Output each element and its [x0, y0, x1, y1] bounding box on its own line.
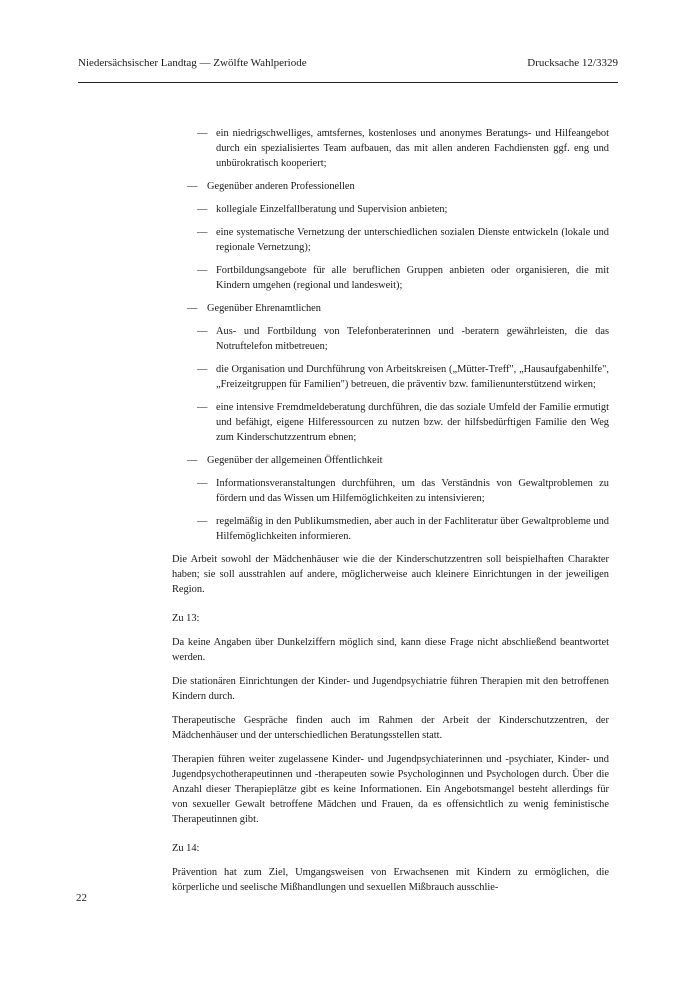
list-item — [172, 202, 609, 217]
header-divider — [78, 82, 618, 83]
section-item — [172, 179, 609, 194]
list-dash: — — [197, 402, 208, 413]
document-number: Drucksache 12/3329 — [527, 57, 618, 69]
list-dash: — — [197, 326, 208, 337]
list-item-text: die Organisation und Durchführung von Arbeitskreisen („Mütter-Treff", „Hausaufgabenhilfe", „Freizeitgruppen für Familien") betreuen, die präventiv bzw. familienunterstützend wirken; — [216, 364, 609, 390]
list-item-text: Gegenüber der allgemeinen Öffentlichkeit — [207, 455, 383, 466]
list-item-text: kollegiale Einzelfallberatung und Supervision anbieten; — [216, 204, 448, 215]
list-item — [172, 400, 609, 445]
paragraph: Therapeutische Gespräche finden auch im Rahmen der Arbeit der Kinderschutzzentren, der Mädchenhäuser und der unterschiedlichen Beratungsstellen statt. — [172, 715, 609, 741]
section-heading: Zu 13: — [172, 613, 200, 624]
list-item — [172, 476, 609, 506]
list-dash: — — [197, 478, 208, 489]
document-body — [172, 126, 609, 904]
section-heading: Zu 14: — [172, 843, 200, 854]
paragraph: Die Arbeit sowohl der Mädchenhäuser wie die der Kinderschutzzentren soll beispielhaften Charakter haben; sie soll ausstrahlen auf andere, möglicherweise auch kleinere Einrichtungen in der jeweiligen Region. — [172, 554, 609, 595]
list-dash: — — [197, 516, 208, 527]
header-title: Niedersächsischer Landtag — Zwölfte Wahlperiode — [78, 57, 307, 69]
section-item — [172, 453, 609, 468]
list-item-text: Aus- und Fortbildung von Telefonberaterinnen und -beratern gewährleisten, die das Notruftelefon mitbetreuen; — [216, 326, 609, 352]
list-dash: — — [187, 181, 198, 192]
paragraph: Therapien führen weiter zugelassene Kinder- und Jugendpsychiaterinnen und -psychiater, Kinder- und Jugendpsychotherapeutinnen und -therapeuten sowie Psychologinnen und Psychologen durch. Über die Anzahl dieser Therapieplätze gibt es keine Informationen. Ein Angebotsmangel besteht allerdings für von sexueller Gewalt betroffene Mädchen und Frauen, da es offensichtlich zu wenig feministische Therapeutinnen gibt. — [172, 754, 609, 825]
list-item-text: ein niedrigschwelliges, amtsfernes, kostenloses und anonymes Beratungs- und Hilfeangebot durch ein spezialisiertes Team aufbauen, das mit allen anderen Fachdiensten ggf. eng und unbürokratisch kooperiert; — [216, 128, 609, 169]
list-item — [172, 126, 609, 171]
list-item-text: regelmäßig in den Publikumsmedien, aber auch in der Fachliteratur über Gewaltprobleme und Hilfemöglichkeiten informieren. — [216, 516, 609, 542]
list-item-text: Fortbildungsangebote für alle beruflichen Gruppen anbieten oder organisieren, die mit Kindern umgehen (regional und landesweit); — [216, 265, 609, 291]
paragraph: Die stationären Einrichtungen der Kinder- und Jugendpsychiatrie führen Therapien mit den betroffenen Kindern durch. — [172, 676, 609, 702]
list-item — [172, 362, 609, 392]
list-dash: — — [197, 265, 208, 276]
list-item — [172, 514, 609, 544]
list-dash: — — [197, 227, 208, 238]
list-item — [172, 263, 609, 293]
paragraph: Prävention hat zum Ziel, Umgangsweisen von Erwachsenen mit Kindern zu ermöglichen, die körperliche und seelische Mißhandlungen und sexuellen Mißbrauch ausschlie- — [172, 867, 609, 893]
list-item — [172, 225, 609, 255]
list-dash: — — [187, 303, 198, 314]
list-dash: — — [197, 204, 208, 215]
list-item-text: Gegenüber Ehrenamtlichen — [207, 303, 321, 314]
section-item — [172, 301, 609, 316]
list-item-text: eine intensive Fremdmeldeberatung durchführen, die das soziale Umfeld der Familie ermutigt und befähigt, eigene Hilferessourcen zu nutzen bzw. der hilfsbedürftigen Familie den Weg zum Kinderschutzzentrum ebnen; — [216, 402, 609, 443]
list-dash: — — [197, 128, 208, 139]
list-item-text: eine systematische Vernetzung der unterschiedlichen sozialen Dienste entwickeln (lokale und regionale Vernetzung); — [216, 227, 609, 253]
list-dash: — — [197, 364, 208, 375]
paragraph: Da keine Angaben über Dunkelziffern möglich sind, kann diese Frage nicht abschließend beantwortet werden. — [172, 637, 609, 663]
list-item-text: Gegenüber anderen Professionellen — [207, 181, 355, 192]
list-dash: — — [187, 455, 198, 466]
list-item-text: Informationsveranstaltungen durchführen, um das Verständnis von Gewaltproblemen zu fördern und das Wissen um Hilfemöglichkeiten zu intensivieren; — [216, 478, 609, 504]
page-number: 22 — [76, 892, 87, 904]
list-item — [172, 324, 609, 354]
